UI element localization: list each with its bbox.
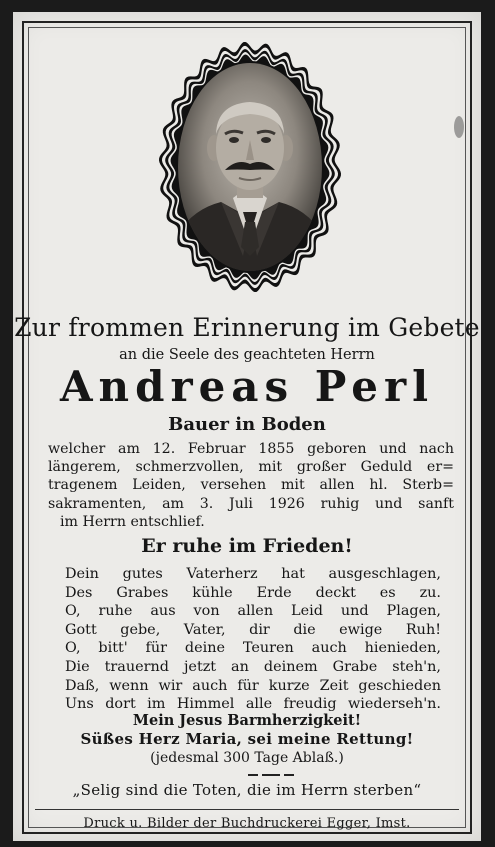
poem-line: Uns dort im Himmel alle freudig wiederseh'n. <box>65 696 441 713</box>
footer-divider <box>35 809 459 810</box>
indulgence-note: (jedesmal 300 Tage Ablaß.) <box>150 750 344 766</box>
printer-credit: Druck u. Bilder der Buchdruckerei Egger, Imst. <box>83 816 411 831</box>
biography-line: im Herrn entschlief. <box>60 513 205 530</box>
rest-in-peace: Er ruhe im Frieden! <box>141 535 353 557</box>
poem-line: Des Grabes kühle Erde deckt es zu. <box>65 584 441 601</box>
prayer-line-2: Süßes Herz Maria, sei meine Rettung! <box>80 730 414 748</box>
deceased-occupation: Bauer in Boden <box>168 414 326 435</box>
closing-quote: „Selig sind die Toten, die im Herrn sterben“ <box>72 781 422 799</box>
poem-line: O, ruhe aus von allen Leid und Plagen, <box>65 603 441 620</box>
ornamental-portrait-frame-icon <box>159 42 341 292</box>
poem-line: O, bitt' für deine Teuren auch hienieden, <box>65 640 441 657</box>
prayer-line-1: Mein Jesus Barmherzigkeit! <box>132 712 362 729</box>
poem-line: Die trauernd jetzt an deinem Grabe steh'n, <box>65 658 441 675</box>
biography-line: welcher am 12. Februar 1855 geboren und nach <box>48 441 454 457</box>
poem <box>65 565 441 714</box>
paper-stain <box>454 116 464 138</box>
memorial-card <box>13 12 481 841</box>
card-subheading: an die Seele des geachteten Herrn <box>119 347 375 363</box>
card-heading: Zur frommen Erinnerung im Gebete <box>14 313 480 342</box>
biography <box>48 440 454 531</box>
separator-ornament <box>248 774 294 777</box>
biography-line: tragenem Leiden, versehen mit allen hl. Sterb= <box>48 477 454 494</box>
deceased-name: Andreas Perl <box>59 362 435 411</box>
biography-line: längerem, schmerzvollen, mit großer Geduld er= <box>48 459 454 476</box>
poem-line: Gott gebe, Vater, dir die ewige Ruh! <box>65 621 441 638</box>
poem-line: Daß, wenn wir auch für kurze Zeit geschieden <box>65 677 441 694</box>
poem-line: Dein gutes Vaterherz hat ausgeschlagen, <box>65 566 441 582</box>
portrait <box>159 42 341 292</box>
biography-line: sakramenten, am 3. Juli 1926 ruhig und sanft <box>48 495 454 512</box>
